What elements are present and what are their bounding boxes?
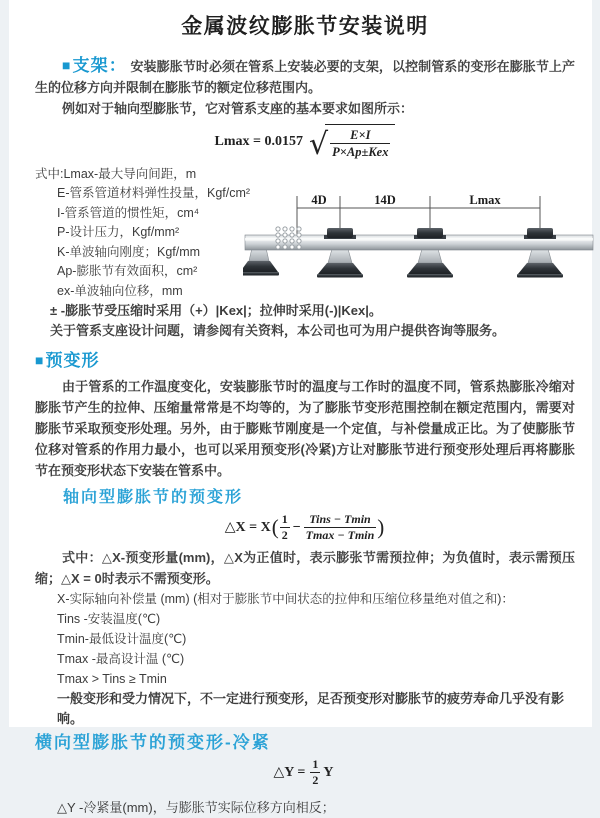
formula-lhs: △X = X bbox=[224, 520, 271, 536]
dim-label-4d: 4D bbox=[311, 193, 327, 207]
minus-sign: − bbox=[292, 519, 301, 535]
radical-sign: √ bbox=[309, 126, 329, 162]
definition-line: Tmin-最低设计温度(℃) bbox=[57, 631, 187, 646]
variable-line: K-单波轴向刚度；Kgf/mm bbox=[57, 244, 201, 259]
variable-line: Ap-膨胀节有效面积，cm² bbox=[57, 264, 198, 278]
guide-support bbox=[317, 249, 363, 278]
section-marker-square: ■ bbox=[62, 57, 72, 73]
definition-line: Tins -安装温度(℃) bbox=[57, 611, 161, 626]
support-heading-label: 支架： bbox=[72, 56, 127, 75]
definition-line: Tmax > Tins ≥ Tmin bbox=[57, 671, 167, 686]
formula-denominator: P×Ap±Kex bbox=[332, 145, 389, 160]
support-intro-paragraph bbox=[35, 55, 575, 98]
lateral-predeform-heading: 横向型膨胀节的预变形-冷紧 bbox=[35, 732, 271, 752]
radical-content bbox=[325, 124, 395, 161]
guide-support bbox=[407, 249, 453, 278]
half-fraction: $\frac{1}{2}$ bbox=[312, 756, 319, 788]
axial-explain-paragraph: 式中：△X-预变形量(mm)，△X为正值时，表示膨张节需预拉伸；为负值时，表示需预压缩；△X = 0时表示不需预变形。 bbox=[35, 549, 575, 586]
formula-lhs: Lmax = 0.0157 bbox=[214, 134, 303, 150]
formula-numerator: E×I bbox=[350, 128, 371, 142]
right-paren: ) bbox=[377, 515, 385, 540]
dim-label-14d: 14D bbox=[374, 193, 396, 207]
variable-line: 式中:Lmax-最大导向间距，m bbox=[35, 166, 197, 181]
dim-label-lmax: Lmax bbox=[469, 193, 501, 207]
predeform-heading bbox=[35, 350, 575, 371]
variable-line-plusminus: ± -膨胀节受压缩时采用（+）|Kex|；拉伸时采用(-)|Kex|。 bbox=[50, 303, 382, 318]
document-page bbox=[9, 0, 592, 815]
lateral-explain-line: △Y -冷紧量(mm)，与膨胀节实际位移方向相反； bbox=[57, 799, 335, 815]
support-note-line: 关于管系支座设计问题，请参阅有关资料，本公司也可为用户提供咨询等服务。 bbox=[50, 322, 506, 338]
definition-line: Tmax -最高设计温 (℃) bbox=[57, 651, 185, 666]
formula-lhs: △Y = bbox=[273, 765, 306, 781]
page-title: 金属波纹膨胀节安装说明 bbox=[181, 15, 429, 38]
pipe-diagram-svg bbox=[243, 192, 595, 288]
definition-line: 一般变形和受力情况下，不一定进行预变形，足否预变形对膨胀节的疲劳寿命几乎没有影响。 bbox=[57, 690, 565, 726]
predeform-body-paragraph: 由于管系的工作温度变化，安装膨胀节时的温度与工作时的温度不同，管系热膨胀冷缩对膨胀节产生的拉伸、压缩量常常是不均等的，为了膨胀节变形范围控制在额定范围内，需要对膨胀节采取预变形处理。另外，由于膨账节刚度是一个定值，与补偿量成正比。为了使膨胀节位移对管系的作用力最小，也可以采用预变形(冷紧)方让对膨胀节进行预变形处理后再将膨胀节在预变形状态下安装在管系中。 bbox=[35, 378, 575, 478]
predeform-heading-label: 预变形 bbox=[45, 350, 100, 370]
variable-line: P-设计压力，Kgf/mm² bbox=[57, 225, 180, 239]
support-heading bbox=[62, 56, 127, 75]
formula-rhs: Y bbox=[323, 764, 334, 780]
half-fraction: $\frac{1}{2}$ bbox=[281, 511, 288, 543]
lateral-predeform-formula bbox=[35, 757, 575, 789]
guide-support bbox=[517, 249, 563, 278]
section-marker-square: ■ bbox=[35, 351, 45, 368]
temperature-fraction: $\frac{\text{Tins − Tmin}}{Tmax - Tmin}$ bbox=[305, 511, 375, 543]
variable-line: I-管系管道的惯性矩，cm⁴ bbox=[57, 205, 200, 220]
support-intro-text: 安装膨胀节时必须在管系上安装必要的支架，以控制管系的变形在膨胀节上产生的位移方向并限制在膨胀节的额定位移范围内。 bbox=[35, 59, 575, 95]
axial-predeform-formula bbox=[35, 512, 575, 544]
definition-line: X-实际轴向补偿量 (mm) (相对于膨胀节中间状态的拉伸和压缩位移量绝对值之和)： bbox=[57, 591, 514, 606]
left-paren: ( bbox=[271, 515, 279, 540]
support-example-line: 例如对于轴向型膨胀节，它对管系支座的基本要求如图所示： bbox=[62, 101, 414, 116]
guide-spacing-formula bbox=[35, 124, 575, 161]
variable-line: E-管系管道材料弹性投量，Kgf/cm² bbox=[57, 186, 251, 200]
axial-definition-list bbox=[35, 589, 575, 729]
axial-predeform-heading: 轴向型膨胀节的预变形 bbox=[63, 488, 244, 506]
variable-line: ex-单波轴向位移，mm bbox=[57, 283, 183, 298]
support-spacing-diagram bbox=[243, 192, 595, 288]
